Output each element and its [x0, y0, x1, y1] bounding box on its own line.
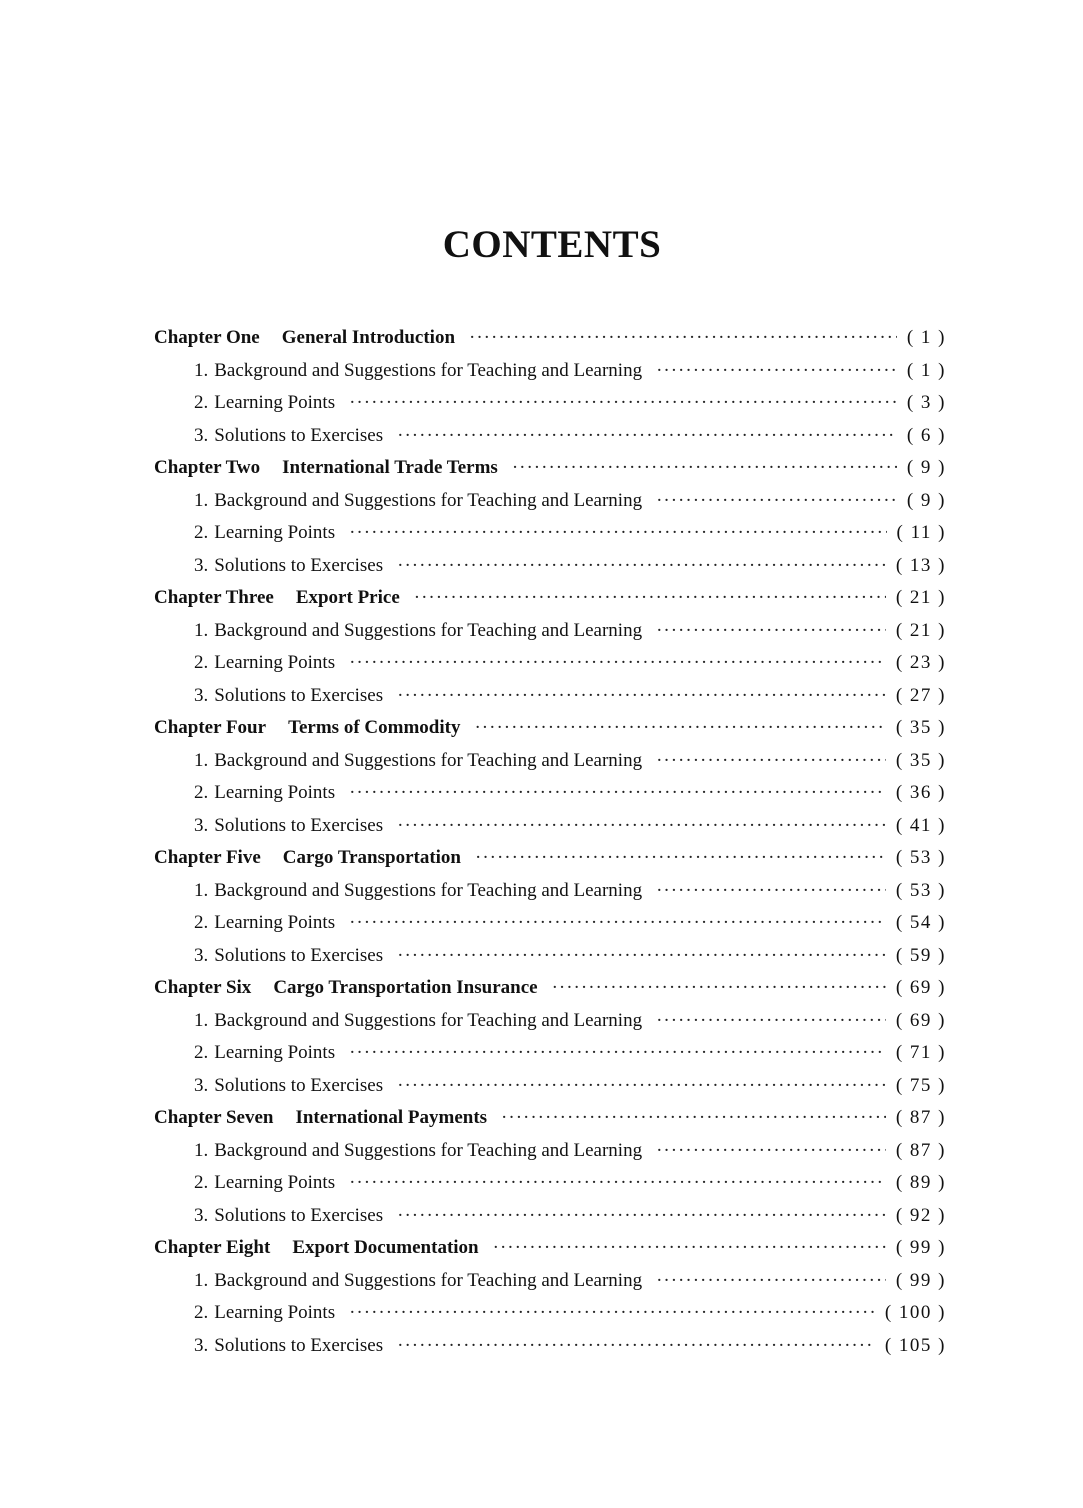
toc-section-entry[interactable] [154, 912, 946, 945]
toc-section-entry[interactable] [154, 815, 946, 848]
section-heading [194, 1205, 383, 1227]
page-number: ( 11 ) [896, 522, 946, 543]
toc-section-entry[interactable] [154, 1302, 946, 1335]
chapter-heading [154, 1237, 479, 1259]
chapter-title: International Payments [295, 1107, 488, 1128]
section-heading [194, 750, 642, 772]
section-heading [194, 360, 642, 382]
page-number: ( 1 ) [906, 359, 946, 381]
section-number: 2. [194, 392, 209, 413]
page-number: ( 9 ) [906, 489, 946, 511]
dot-leader [656, 880, 886, 902]
section-title: Background and Suggestions for Teaching and Learning [214, 489, 643, 511]
toc-section-entry[interactable] [154, 425, 946, 458]
section-title: Background and Suggestions for Teaching and Learning [214, 879, 643, 901]
toc-chapter-entry[interactable] [154, 587, 946, 620]
section-number: 1. [194, 879, 209, 901]
section-number: 3. [194, 1334, 209, 1356]
page-number: ( 99 ) [895, 1269, 946, 1291]
toc-section-entry[interactable] [154, 945, 946, 978]
chapter-title: General Introduction [281, 327, 456, 348]
dot-leader [349, 652, 886, 674]
section-heading [194, 1270, 642, 1292]
dot-leader [349, 912, 886, 934]
page-number: ( 35 ) [895, 717, 946, 738]
chapter-heading [154, 977, 538, 999]
section-heading [194, 782, 335, 804]
page-number: ( 13 ) [895, 554, 946, 576]
section-heading [194, 685, 383, 707]
chapter-heading [154, 457, 498, 479]
toc-section-entry[interactable] [154, 652, 946, 685]
section-number: 2. [194, 1172, 209, 1193]
page-number: ( 53 ) [895, 879, 946, 901]
section-title: Solutions to Exercises [214, 1074, 384, 1096]
dot-leader [349, 1042, 886, 1064]
dot-leader [349, 1172, 886, 1194]
section-heading [194, 522, 335, 544]
page-number: ( 75 ) [895, 1074, 946, 1096]
dot-leader [475, 847, 886, 869]
chapter-title: Cargo Transportation [282, 847, 461, 868]
chapter-number: Chapter Six [154, 977, 252, 998]
page-number: ( 105 ) [884, 1334, 946, 1356]
toc-section-entry[interactable] [154, 1140, 946, 1173]
toc-chapter-entry[interactable] [154, 1237, 946, 1270]
chapter-heading [154, 327, 455, 349]
dot-leader [512, 457, 897, 479]
section-number: 3. [194, 944, 209, 966]
section-title: Solutions to Exercises [214, 424, 384, 446]
section-title: Background and Suggestions for Teaching and Learning [214, 619, 643, 641]
dot-leader [349, 1302, 875, 1324]
section-heading [194, 1140, 642, 1162]
chapter-title: Export Documentation [292, 1237, 479, 1258]
table-of-contents [154, 327, 946, 1367]
section-number: 1. [194, 489, 209, 511]
page-number: ( 92 ) [895, 1204, 946, 1226]
dot-leader [501, 1107, 886, 1129]
chapter-title: Export Price [295, 587, 400, 608]
toc-section-entry[interactable] [154, 490, 946, 523]
toc-section-entry[interactable] [154, 750, 946, 783]
section-title: Learning Points [214, 1042, 336, 1063]
dot-leader [474, 717, 885, 739]
dot-leader [349, 392, 897, 414]
page-number: ( 21 ) [895, 619, 946, 641]
section-number: 2. [194, 912, 209, 933]
chapter-number: Chapter Five [154, 847, 261, 868]
toc-section-entry[interactable] [154, 685, 946, 718]
section-number: 2. [194, 782, 209, 803]
toc-chapter-entry[interactable] [154, 847, 946, 880]
toc-section-entry[interactable] [154, 1270, 946, 1303]
chapter-title: Cargo Transportation Insurance [273, 977, 538, 998]
section-number: 3. [194, 684, 209, 706]
chapter-number: Chapter One [154, 327, 260, 348]
section-title: Background and Suggestions for Teaching and Learning [214, 1009, 643, 1031]
toc-section-entry[interactable] [154, 620, 946, 653]
chapter-number: Chapter Two [154, 457, 261, 478]
section-number: 1. [194, 1139, 209, 1161]
section-number: 2. [194, 652, 209, 673]
section-number: 3. [194, 814, 209, 836]
section-title: Learning Points [214, 912, 336, 933]
dot-leader [656, 490, 897, 512]
dot-leader [552, 977, 886, 999]
section-number: 1. [194, 359, 209, 381]
section-heading [194, 1172, 335, 1194]
dot-leader [656, 1270, 886, 1292]
page-number: ( 69 ) [895, 977, 946, 998]
page-number: ( 54 ) [895, 912, 946, 933]
section-number: 3. [194, 554, 209, 576]
dot-leader [493, 1237, 886, 1259]
section-number: 1. [194, 1269, 209, 1291]
dot-leader [469, 327, 897, 349]
section-title: Learning Points [214, 782, 336, 803]
section-heading [194, 1075, 383, 1097]
page-number: ( 100 ) [884, 1302, 946, 1323]
section-heading [194, 1335, 383, 1357]
section-heading [194, 912, 335, 934]
page-number: ( 41 ) [895, 814, 946, 836]
chapter-number: Chapter Seven [154, 1107, 274, 1128]
section-heading [194, 945, 383, 967]
section-heading [194, 490, 642, 512]
page-number: ( 21 ) [895, 587, 946, 608]
section-title: Learning Points [214, 1172, 336, 1193]
toc-section-entry[interactable] [154, 392, 946, 425]
section-number: 3. [194, 424, 209, 446]
page-number: ( 87 ) [895, 1107, 946, 1128]
dot-leader [349, 522, 886, 544]
section-title: Solutions to Exercises [214, 814, 384, 836]
section-number: 2. [194, 522, 209, 543]
section-title: Learning Points [214, 652, 336, 673]
page-number: ( 53 ) [895, 847, 946, 868]
section-heading [194, 1302, 335, 1324]
dot-leader [414, 587, 886, 609]
dot-leader [397, 555, 886, 577]
toc-section-entry[interactable] [154, 360, 946, 393]
dot-leader [397, 815, 886, 837]
toc-section-entry[interactable] [154, 880, 946, 913]
dot-leader [397, 1335, 875, 1357]
page-number: ( 99 ) [895, 1237, 946, 1258]
dot-leader [656, 1140, 886, 1162]
page-number: ( 27 ) [895, 684, 946, 706]
toc-section-entry[interactable] [154, 1172, 946, 1205]
section-heading [194, 620, 642, 642]
page-number: ( 23 ) [895, 652, 946, 673]
section-number: 1. [194, 749, 209, 771]
chapter-number: Chapter Eight [154, 1237, 271, 1258]
page-number: ( 36 ) [895, 782, 946, 803]
dot-leader [397, 1075, 886, 1097]
section-title: Learning Points [214, 1302, 336, 1323]
section-title: Background and Suggestions for Teaching and Learning [214, 749, 643, 771]
toc-section-entry[interactable] [154, 555, 946, 588]
page-number: ( 59 ) [895, 944, 946, 966]
dot-leader [349, 782, 886, 804]
section-heading [194, 1010, 642, 1032]
section-number: 2. [194, 1302, 209, 1323]
section-title: Background and Suggestions for Teaching and Learning [214, 1269, 643, 1291]
toc-section-entry[interactable] [154, 1075, 946, 1108]
toc-chapter-entry[interactable] [154, 977, 946, 1010]
page-number: ( 87 ) [895, 1139, 946, 1161]
chapter-heading [154, 717, 460, 739]
chapter-number: Chapter Four [154, 717, 267, 738]
dot-leader [656, 750, 886, 772]
toc-chapter-entry[interactable] [154, 717, 946, 750]
section-number: 3. [194, 1204, 209, 1226]
toc-chapter-entry[interactable] [154, 457, 946, 490]
section-heading [194, 555, 383, 577]
toc-chapter-entry[interactable] [154, 1107, 946, 1140]
chapter-heading [154, 847, 461, 869]
toc-section-entry[interactable] [154, 1205, 946, 1238]
section-heading [194, 815, 383, 837]
section-heading [194, 652, 335, 674]
section-title: Solutions to Exercises [214, 1334, 384, 1356]
dot-leader [397, 1205, 886, 1227]
dot-leader [397, 425, 897, 447]
section-title: Background and Suggestions for Teaching and Learning [214, 1139, 643, 1161]
page-number: ( 89 ) [895, 1172, 946, 1193]
page-number: ( 3 ) [906, 392, 946, 413]
dot-leader [656, 620, 886, 642]
toc-section-entry[interactable] [154, 1010, 946, 1043]
page-number: ( 9 ) [906, 457, 946, 478]
dot-leader [656, 360, 897, 382]
chapter-heading [154, 587, 400, 609]
section-title: Solutions to Exercises [214, 944, 384, 966]
section-title: Solutions to Exercises [214, 1204, 384, 1226]
chapter-title: International Trade Terms [282, 457, 498, 478]
dot-leader [397, 685, 886, 707]
chapter-number: Chapter Three [154, 587, 274, 608]
section-number: 3. [194, 1074, 209, 1096]
dot-leader [656, 1010, 886, 1032]
section-number: 1. [194, 619, 209, 641]
chapter-title: Terms of Commodity [288, 717, 461, 738]
page-number: ( 1 ) [906, 327, 946, 348]
section-heading [194, 425, 383, 447]
page-number: ( 6 ) [906, 424, 946, 446]
section-number: 2. [194, 1042, 209, 1063]
page-title: CONTENTS [442, 223, 662, 266]
dot-leader [397, 945, 886, 967]
section-heading [194, 880, 642, 902]
section-heading [194, 1042, 335, 1064]
section-number: 1. [194, 1009, 209, 1031]
toc-section-entry[interactable] [154, 522, 946, 555]
toc-section-entry[interactable] [154, 1042, 946, 1075]
toc-section-entry[interactable] [154, 782, 946, 815]
section-title: Learning Points [214, 392, 336, 413]
toc-section-entry[interactable] [154, 1335, 946, 1368]
page-number: ( 71 ) [895, 1042, 946, 1063]
section-title: Learning Points [214, 522, 336, 543]
chapter-heading [154, 1107, 487, 1129]
toc-chapter-entry[interactable] [154, 327, 946, 360]
section-title: Solutions to Exercises [214, 554, 384, 576]
section-heading [194, 392, 335, 414]
page-number: ( 35 ) [895, 749, 946, 771]
section-title: Background and Suggestions for Teaching and Learning [214, 359, 643, 381]
section-title: Solutions to Exercises [214, 684, 384, 706]
page-number: ( 69 ) [895, 1009, 946, 1031]
